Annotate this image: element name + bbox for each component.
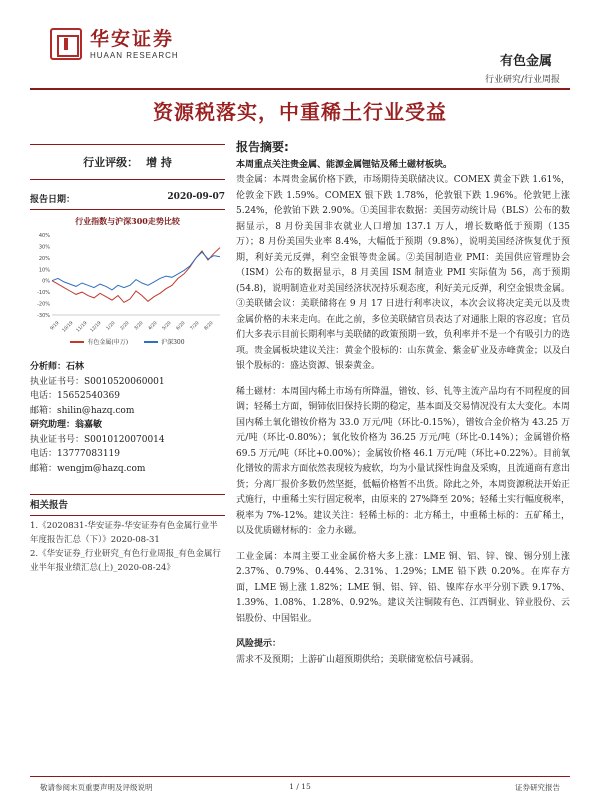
legend-item-hs300 [144, 337, 184, 346]
x-tick-label: 6/20 [175, 320, 187, 332]
legend-item-sector [70, 337, 128, 346]
y-tick-label: 40% [38, 233, 50, 239]
series-line-hs300 [52, 252, 220, 290]
logo-chinese-name: 华安证券 [90, 27, 175, 50]
x-tick-label: 1/20 [105, 320, 117, 332]
y-tick-label: -30% [37, 313, 50, 319]
chart-svg [30, 231, 225, 335]
sector-label: 有色金属 [499, 54, 552, 69]
x-tick-label: 4/20 [147, 320, 159, 332]
x-tick-label: 12/19 [89, 320, 103, 334]
summary-lead: 本周重点关注贵金属、能源金属锂钴及稀土磁材板块。 [236, 159, 453, 170]
chart-title: 行业指数与沪深300走势比较 [75, 216, 180, 226]
footer-divider [30, 776, 570, 777]
analyst-email-link[interactable]: shilin@hazq.com [57, 405, 135, 416]
x-tick-label: 9/19 [49, 320, 61, 332]
legend-swatch-sector [70, 341, 84, 343]
company-logo [50, 28, 179, 60]
related-reports-heading: 相关报告 [30, 499, 225, 516]
analyst-phone-row: 电话：15652540369 [30, 391, 121, 401]
industry-rating [30, 144, 225, 180]
y-tick-label: 0% [42, 278, 50, 285]
report-date-value: 2020-09-07 [167, 192, 225, 202]
rating-label: 行业评级： [83, 156, 139, 169]
page-number: 1 / 15 [289, 782, 311, 791]
assistant-email-row: 邮箱：wengjm@hazq.com [30, 463, 146, 474]
assistant-phone-row: 电话：13777083119 [30, 449, 121, 459]
x-tick-label: 7/20 [189, 320, 201, 332]
x-tick-label: 11/19 [75, 320, 89, 334]
precious-metals-paragraph: 贵金属：本周贵金属价格下跌，市场期待美联储决议。COMEX 黄金下跌 1.61%，伦敦金下跌 1.59%。COMEX 银下跌 1.78%，伦敦银下跌 1.96%。伦敦钯上涨 5.24%，伦敦铂下跌 2.90%。①美国非农数据：美国劳动统计局（BLS）公布的数据显示，8 月份美国非农就业人口增加 137.1 万人，增长数略低于预期（135 万）；8 月份美国失业率 8.4%，大幅低于预期（9.8%），说明美国经济恢复优于预期，利好美元反弹，利空金银等贵金属。②美国制造业 PMI：美国供应管理协会（ISM）公布的数据显示，8 月美国 ISM 制造业 PMI 实际值为 56，高于预期(54.8)，说明制造业对美国经济状况持乐观态度，利好美元反弹，利空金银贵金属。③美联储会议：美联储将在 9 月 17 日进行利率决议，本次会议将决定美元以及贵金属价格的未来走向。在此之前，多位美联储官员表达了对通胀上限的容忍度；官员们大多表示目前长期利率与美联储的政策预期一致，负利率并不是一个有吸引力的选项。贵金属板块建议关注：黄金个股标的：山东黄金、紫金矿业及赤峰黄金；以及白银个股标的：盛达资源、银泰黄金。 [236, 175, 570, 371]
series-line-sector [52, 248, 220, 303]
assistant-cert-row: 执业证书号：S0010120070014 [30, 434, 165, 445]
related-reports [30, 494, 225, 575]
x-tick-label: 5/20 [161, 320, 173, 332]
x-tick-label: 3/20 [133, 320, 145, 332]
y-tick-label: 10% [38, 267, 50, 274]
x-tick-label: 2/20 [119, 320, 131, 332]
related-report-link[interactable]: 2.《华安证券_行业研究_有色行业周报_有色金属行业半年报业绩汇总(上)_2020-08-24》 [30, 549, 221, 573]
legend-label-sector: 有色金属(申万) [87, 339, 129, 346]
x-tick-label: 8/20 [203, 320, 215, 332]
report-date-label: 报告日期： [30, 195, 76, 205]
logo-seal-icon [50, 28, 82, 60]
y-tick-label: -10% [37, 290, 50, 297]
analyst-email-row: 邮箱：shilin@hazq.com [30, 405, 135, 416]
chart-legend [30, 337, 225, 346]
footer-disclaimer[interactable]: 敬请参阅末页重要声明及评级说明 [40, 783, 153, 792]
left-sidebar [30, 140, 225, 575]
page-title: 资源税落实，中重稀土行业受益 [153, 100, 447, 124]
assistant-row: 研究助理：翁嘉敏 [30, 420, 103, 430]
index-comparison-chart [30, 231, 225, 335]
risk-text: 需求不及预期；上游矿山超预期供给；美联储宽松信号减弱。 [236, 654, 480, 665]
y-tick-label: -20% [37, 301, 50, 308]
x-tick-label: 10/19 [61, 320, 75, 334]
y-tick-label: 30% [38, 244, 50, 251]
analyst-info [30, 360, 225, 476]
analyst-cert-row: 执业证书号：S0010520060001 [30, 376, 165, 387]
industrial-metals-paragraph: 工业金属：本周主要工业金属价格大多上涨：LME 铜、铝、锌、镍、锡分别上涨 2.37%、0.79%、0.44%、2.31%、1.29%；LME 铅下跌 0.20%。在库存方面，LME 锡上涨 1.82%；LME 铜、铝、锌、铅、镍库存水平分别下跌 9.17%、1.39%、1.08%、1.28%、0.92%。建议关注铜陵有色、江西铜业、锌业股份、云铝股份、中国铝业。 [236, 551, 570, 624]
assistant-email-link[interactable]: wengjm@hazq.com [57, 463, 146, 474]
summary-heading: 报告摘要: [236, 140, 289, 154]
report-type: 行业研究/行业周报 [484, 75, 560, 85]
y-tick-label: 20% [38, 255, 50, 262]
legend-swatch-hs300 [144, 341, 158, 343]
logo-english-name: HUAAN RESEARCH [90, 50, 179, 60]
rare-earth-paragraph: 稀土磁材：本周国内稀土市场有所降温，镨钕、钐、钆等主流产品均有不同程度的回调；轻稀土方面，铜铈依旧保持长期的稳定，基本面及交易情况没有太大变化。本周国内稀土氧化镨钕价格为 33.0 万元/吨（环比-0.15%），镨钕合金价格为 43.25 万元/吨（环比-0.80%）；氧化钕价格为 36.25 万元/吨（环比-0.14%）；金属镨价格 69.5 万元/吨（环比+0.00%）；金属钕价格 46.1 万元/吨（环比+0.22%）。目前氧化镨钕的需求方面依然表现较为疲软，均为小量试探性询盘及采购，且流通商有意出货；分离厂报价多数仍然坚挺，低幅价格暂不出货。除此之外，本周资源税法开始正式施行，中重稀土实行固定税率，由原来的 27%降至 20%；轻稀土实行幅度税率，税率为 7%-12%。建议关注：轻稀土标的：北方稀土，中重稀土标的：五矿稀土，以及优质磁材标的：金力永磁。 [236, 386, 570, 536]
header-divider [30, 88, 570, 90]
report-date-row [30, 180, 225, 210]
report-summary [236, 140, 570, 668]
legend-label-hs300: 沪深300 [161, 339, 185, 346]
related-report-link[interactable]: 1.《2020831-华安证券-华安证券有色金属行业半年度报告汇总（下）》2020-08-31 [30, 521, 218, 545]
analyst-row: 分析师：石林 [30, 362, 85, 372]
footer-label: 证券研究报告 [515, 783, 560, 792]
rating-value: 增 持 [146, 156, 172, 169]
risk-heading: 风险提示： [236, 639, 282, 649]
